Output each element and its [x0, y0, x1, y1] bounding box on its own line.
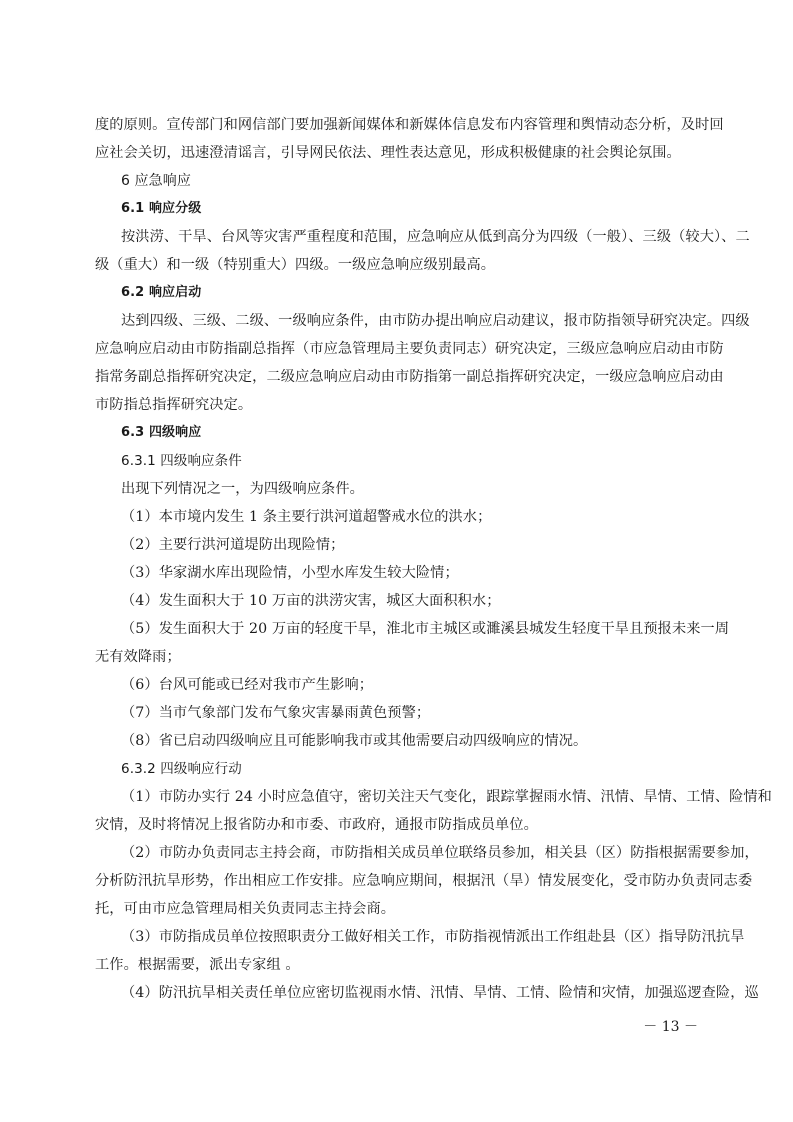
list-item: （1）市防办实行 24 小时应急值守，密切关注天气变化，跟踪掌握雨水情、汛情、旱情、工情、险情和 [121, 789, 772, 805]
list-item: （5）发生面积大于 20 万亩的轻度干旱，淮北市主城区或濉溪县城发生轻度干旱且预报未来一周 [121, 621, 730, 637]
list-item-continuation: 灾情，及时将情况上报省防办和市委、市政府，通报市防指成员单位。 [95, 817, 538, 833]
paragraph-line: 级（重大）和一级（特别重大）四级。一级应急响应级别最高。 [95, 257, 496, 273]
subsection-heading: 6.1 响应分级 [121, 201, 202, 216]
paragraph-line: 应社会关切，迅速澄清谣言，引导网民依法、理性表达意见，形成积极健康的社会舆论氛围。 [95, 145, 681, 161]
list-item: （2）市防办负责同志主持会商，市防指相关成员单位联络员参加，相关县（区）防指根据需要参加， [121, 845, 759, 861]
list-item: （6）台风可能或已经对我市产生影响； [121, 677, 374, 693]
paragraph-line: 达到四级、三级、二级、一级响应条件，由市防办提出响应启动建议，报市防指领导研究决定。四级 [121, 313, 750, 329]
list-item: （3）华家湖水库出现险情，小型水库发生较大险情； [121, 565, 459, 581]
paragraph-line: 按洪涝、干旱、台风等灾害严重程度和范围，应急响应从低到高分为四级（一般）、三级（较大）、二 [121, 229, 750, 245]
document-page [95, 115, 772, 1011]
paragraph-line: 指常务副总指挥研究决定，二级应急响应启动由市防指第一副总指挥研究决定，一级应急响应启动由 [95, 369, 724, 385]
list-item: （3）市防指成员单位按照职责分工做好相关工作，市防指视情派出工作组赴县（区）指导防汛抗旱 [121, 929, 745, 945]
list-item-continuation: 托，可由市应急管理局相关负责同志主持会商。 [95, 901, 396, 917]
list-item: （1）本市境内发生 1 条主要行洪河道超警戒水位的洪水； [121, 509, 492, 525]
sub-subsection-heading: 6.3.1 四级响应条件 [121, 453, 242, 469]
list-item: （8）省已启动四级响应且可能影响我市或其他需要启动四级响应的情况。 [121, 733, 588, 749]
page-number: － 13 － [643, 1019, 698, 1035]
list-item-continuation: 分析防汛抗旱形势，作出相应工作安排。应急响应期间，根据汛（旱）情发展变化，受市防办负责同志委 [95, 873, 753, 889]
paragraph-line: 市防指总指挥研究决定。 [95, 397, 253, 413]
paragraph-line: 应急响应启动由市防指副总指挥（市应急管理局主要负责同志）研究决定，三级应急响应启动由市防 [95, 341, 724, 357]
paragraph-line: 度的原则。宣传部门和网信部门要加强新闻媒体和新媒体信息发布内容管理和舆情动态分析，及时回 [95, 117, 724, 133]
section-heading: 6 应急响应 [121, 173, 191, 189]
list-item-continuation: 工作。根据需要，派出专家组 。 [95, 957, 300, 973]
sub-subsection-heading: 6.3.2 四级响应行动 [121, 761, 242, 777]
list-item: （4）发生面积大于 10 万亩的洪涝灾害，城区大面积积水； [121, 593, 501, 609]
paragraph-line: 出现下列情况之一，为四级响应条件。 [121, 481, 364, 497]
list-item: （2）主要行洪河道堤防出现险情； [121, 537, 345, 553]
subsection-heading: 6.3 四级响应 [121, 425, 202, 440]
subsection-heading: 6.2 响应启动 [121, 285, 202, 300]
list-item: （4）防汛抗旱相关责任单位应密切监视雨水情、汛情、旱情、工情、险情和灾情，加强巡逻查险，巡 [121, 985, 759, 1001]
list-item: （7）当市气象部门发布气象灾害暴雨黄色预警； [121, 705, 431, 721]
list-item-continuation: 无有效降雨； [95, 649, 181, 665]
